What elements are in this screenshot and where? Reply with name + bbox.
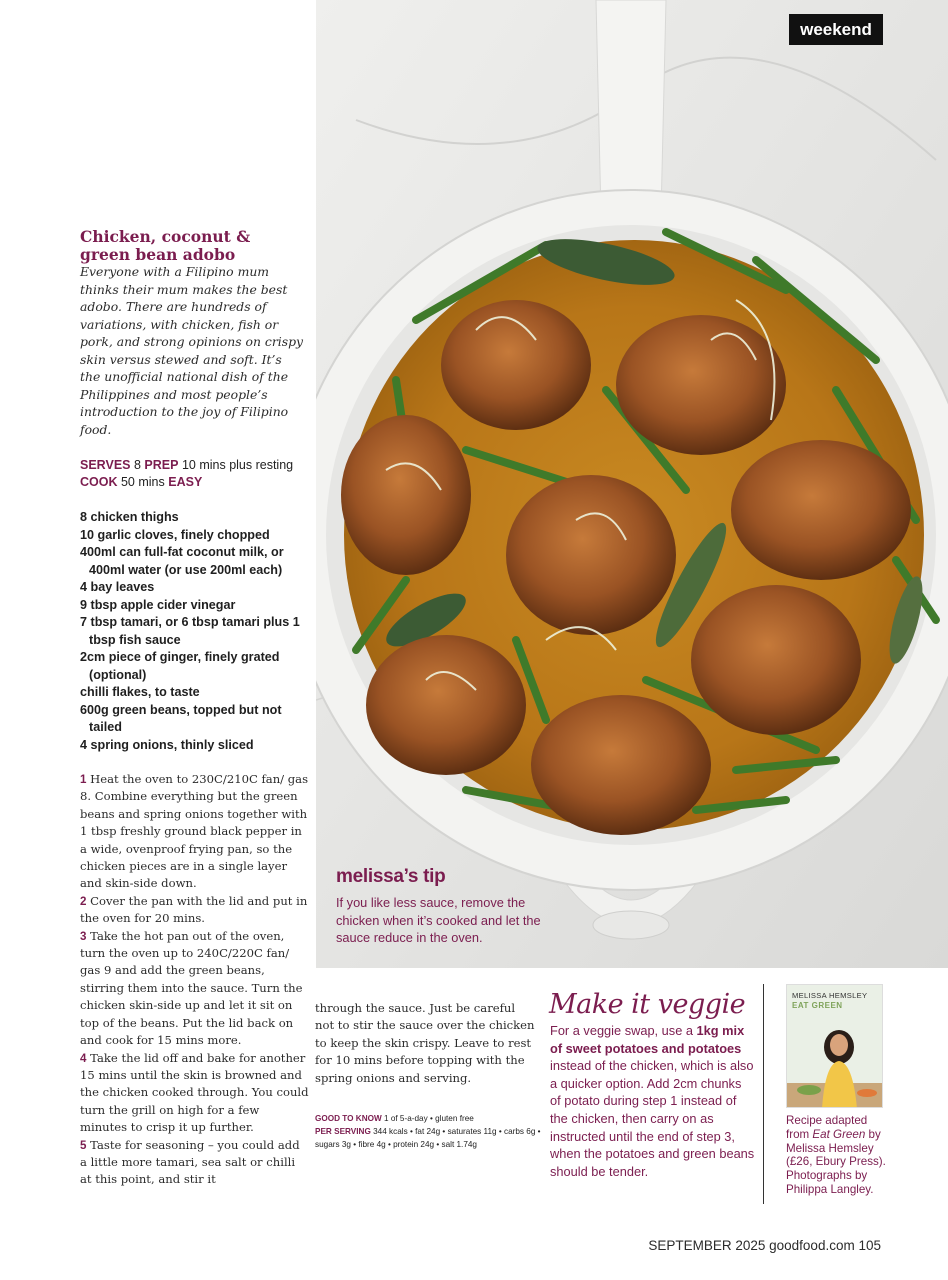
veggie-text-rest: instead of the chicken, which is also a quicker option. Add 2cm chunks of potato during step 1 instead of the chicken, then carry on as instructed until the end of step 3, when the potatoes and green beans should be tender. [550, 1058, 755, 1179]
book-cover-author: MELISSA HEMSLEY [792, 991, 868, 1000]
book-credit [786, 1114, 886, 1197]
step-text: Heat the oven to 230C/210C fan/ gas 8. Combine everything but the green beans and spring onions together with 1 tbsp freshly ground black pepper in a wide, ovenproof frying pan, so the chicken pieces are in a single layer and skin-side down. [80, 772, 309, 891]
column-divider [763, 984, 764, 1204]
veggie-title: Make it veggie [549, 989, 746, 1020]
recipe-intro: Everyone with a Filipino mum thinks their mum makes the best adobo. There are hundreds of variations, with chicken, fish or pork, and strong opinions on crispy skin versus stewed and soft. It’s the unofficial national dish of the Philippines and most people’s introduction to the joy of Filipino food. [80, 264, 304, 437]
prep-value: 10 mins plus resting [181, 458, 294, 472]
ingredient-item: 4 spring onions, thinly sliced [80, 737, 254, 752]
ingredient-item: 400ml can full-fat coconut milk, or 400ml water (or use 200ml each) [80, 545, 284, 577]
ingredient-item: chilli flakes, to taste [80, 685, 200, 699]
book-credit-intro: Recipe adapted from [786, 1114, 868, 1141]
book-cover [786, 984, 883, 1108]
step-text: Take the hot pan out of the oven, turn the oven up to 240C/220C fan/ gas 9 and add the green beans, stirring them into the sauce. Turn the chicken skin-side up and let it sit on top of the beans. Put the lid back on and cook for 15 mins more. [80, 928, 303, 1048]
per-serving-text: 344 kcals • fat 24g • saturates 11g • carbs 6g • sugars 3g • fibre 4g • protein 24g • salt 1.74g [315, 1127, 541, 1149]
step-text: Taste for seasoning – you could add a little more tamari, sea salt or chilli at this point, and stir it [80, 1137, 300, 1187]
footer-site: goodfood.com [769, 1238, 855, 1253]
step-number: 2 [80, 894, 87, 908]
book-cover-title: EAT GREEN [792, 1001, 843, 1010]
ingredient-item: 600g green beans, topped but not tailed [80, 702, 282, 734]
nutrition-info [315, 1112, 543, 1151]
per-serving-label: PER SERVING [315, 1127, 371, 1136]
veggie-text-intro: For a veggie swap, use a [550, 1023, 697, 1038]
method-step [80, 1138, 300, 1187]
good-to-know-label: GOOD TO KNOW [315, 1114, 382, 1123]
cook-value: 50 mins [120, 475, 165, 489]
ingredients-list [80, 509, 312, 754]
serves-value: 8 [133, 458, 141, 472]
page-footer [648, 1238, 881, 1253]
section-tag: weekend [789, 14, 883, 45]
method-step [80, 772, 308, 890]
footer-page-number: 105 [858, 1238, 881, 1253]
tip-box [336, 866, 546, 947]
recipe-meta [80, 457, 310, 491]
recipe-title: Chicken, coconut & green bean adobo [80, 227, 251, 264]
tip-title: melissa’s tip [336, 866, 446, 887]
step-number: 5 [80, 1138, 87, 1152]
book-cover-illustration [787, 985, 883, 1108]
step-number: 1 [80, 773, 87, 786]
method-step [80, 894, 307, 925]
good-to-know-text: 1 of 5-a-day • gluten free [384, 1114, 474, 1123]
ingredient-item: 8 chicken thighs [80, 510, 179, 524]
step-text: Cover the pan with the lid and put in the oven for 20 mins. [80, 893, 308, 926]
footer-issue: SEPTEMBER 2025 [648, 1238, 766, 1253]
ingredient-item: 9 tbsp apple cider vinegar [80, 597, 236, 612]
book-credit-title: Eat Green [812, 1127, 866, 1141]
veggie-text [550, 1022, 755, 1180]
ingredient-item: 4 bay leaves [80, 580, 155, 594]
method-step [80, 1051, 309, 1135]
ingredient-item: 2cm piece of ginger, finely grated (optional) [80, 650, 280, 682]
serves-label: SERVES [80, 458, 131, 472]
method-step [80, 929, 302, 1047]
method-steps [80, 771, 310, 1189]
step-number: 4 [80, 1051, 87, 1065]
step-number: 3 [80, 929, 87, 943]
method-continued: through the sauce. Just be careful not to stir the sauce over the chicken to keep the skin crispy. Leave to rest for 10 mins before topping with the spring onions and serving. [315, 1001, 535, 1085]
ingredient-item: 10 garlic cloves, finely chopped [80, 527, 270, 542]
ingredient-item: 7 tbsp tamari, or 6 tbsp tamari plus 1 tbsp fish sauce [80, 615, 300, 647]
difficulty-label: EASY [168, 475, 203, 489]
tip-text: If you like less sauce, remove the chicken when it’s cooked and let the sauce reduce in the oven. [336, 895, 541, 946]
step-text: Take the lid off and bake for another 15 mins until the skin is browned and the chicken cooked through. You could turn the grill on high for a few minutes to crisp it up further. [80, 1050, 309, 1135]
cook-label: COOK [80, 475, 118, 489]
veggie-text-bold: 1kg mix of sweet potatoes and potatoes [550, 1023, 745, 1056]
book-credit-rest: by Melissa Hemsley (£26, Ebury Press). Photographs by Philippa Langley. [786, 1127, 886, 1196]
recipe-photo [316, 0, 948, 968]
prep-label: PREP [144, 458, 179, 472]
